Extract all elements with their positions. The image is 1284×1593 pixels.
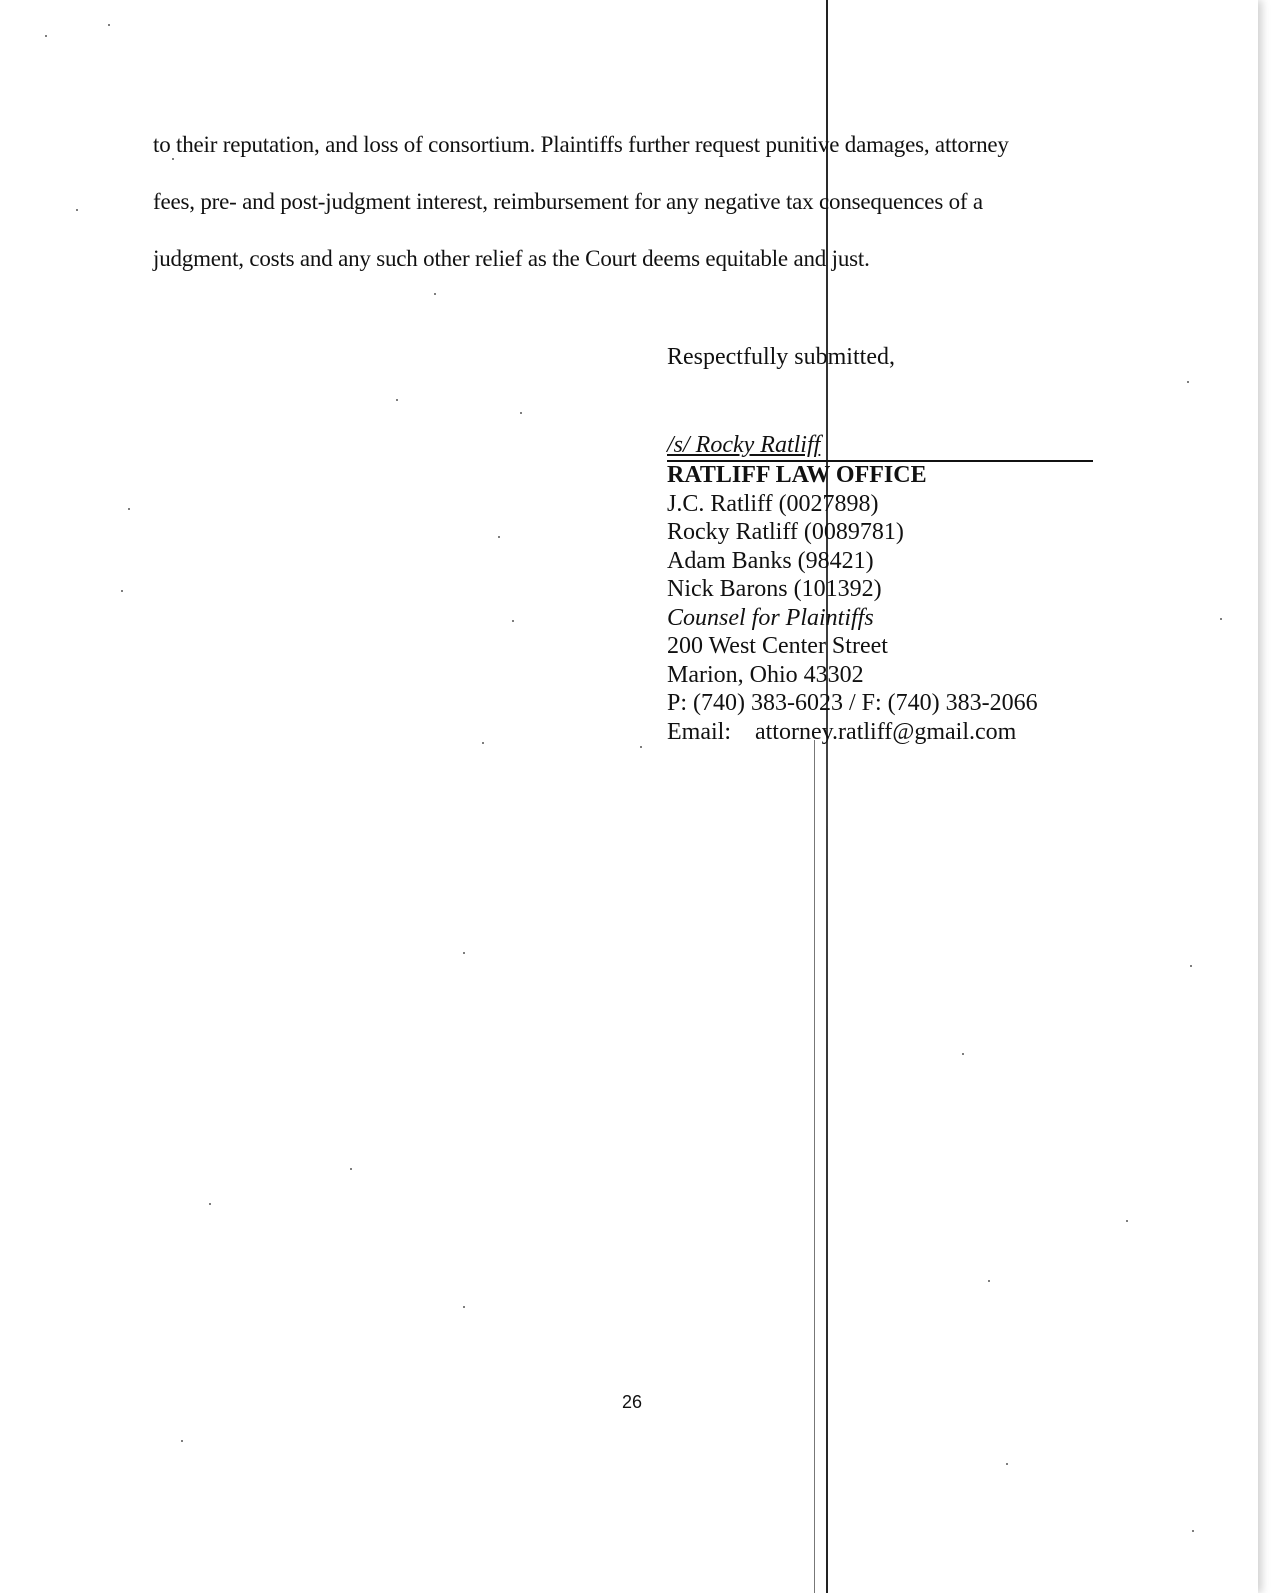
attorney-entry: Adam Banks (98421) [667, 547, 874, 574]
body-line: fees, pre- and post-judgment interest, reimbursement for any negative tax consequences of a [153, 189, 983, 214]
scan-speck [962, 1053, 964, 1055]
firm-name: RATLIFF LAW OFFICE [667, 462, 927, 488]
scan-speck [463, 952, 465, 954]
scan-speck [121, 590, 123, 592]
scan-speck [209, 1203, 211, 1205]
page-number: 26 [622, 1392, 643, 1412]
scan-speck [520, 412, 522, 414]
scan-speck [1220, 618, 1222, 620]
body-paragraph [153, 116, 1093, 287]
scan-artifact-line-faint [814, 740, 815, 1593]
scan-speck [1190, 965, 1192, 967]
attorney-entry: J.C. Ratliff (0027898) [667, 490, 879, 517]
scan-speck [640, 746, 642, 748]
scan-speck [181, 1440, 183, 1442]
body-line: to their reputation, and loss of consortium. Plaintiffs further request punitive damages, attorney [153, 132, 1009, 157]
scan-speck [396, 399, 398, 401]
scan-speck [1006, 1463, 1008, 1465]
scan-speck [1126, 1220, 1128, 1222]
scan-speck [172, 158, 174, 160]
attorney-entry: Rocky Ratliff (0089781) [667, 519, 904, 545]
scan-speck [76, 209, 78, 211]
scan-speck [498, 536, 500, 538]
scan-speck [108, 24, 110, 26]
email-label: Email: [667, 718, 731, 745]
scan-speck [350, 1168, 352, 1170]
scan-speck [434, 293, 436, 295]
scan-speck [1187, 381, 1189, 383]
scan-speck [1192, 1530, 1194, 1532]
scan-speck [463, 1306, 465, 1308]
body-line: judgment, costs and any such other relief as the Court deems equitable and just. [153, 246, 870, 271]
closing-salutation: Respectfully submitted, [667, 344, 895, 370]
scan-speck [45, 35, 47, 37]
address-city: Marion, Ohio 43302 [667, 661, 864, 688]
scan-speck [128, 508, 130, 510]
counsel-role: Counsel for Plaintiffs [667, 604, 874, 631]
email-row [667, 718, 1038, 747]
attorney-entry: Nick Barons (101392) [667, 576, 882, 602]
electronic-signature: /s/ Rocky Ratliff [667, 432, 821, 458]
signature-block [667, 461, 1038, 746]
scan-speck [482, 742, 484, 744]
scan-speck [512, 620, 514, 622]
scan-speck [988, 1280, 990, 1282]
email-address: attorney.ratliff@gmail.com [754, 718, 1017, 745]
address-street: 200 West Center Street [667, 633, 888, 659]
phone-fax: P: (740) 383-6023 / F: (740) 383-2066 [667, 690, 1038, 716]
